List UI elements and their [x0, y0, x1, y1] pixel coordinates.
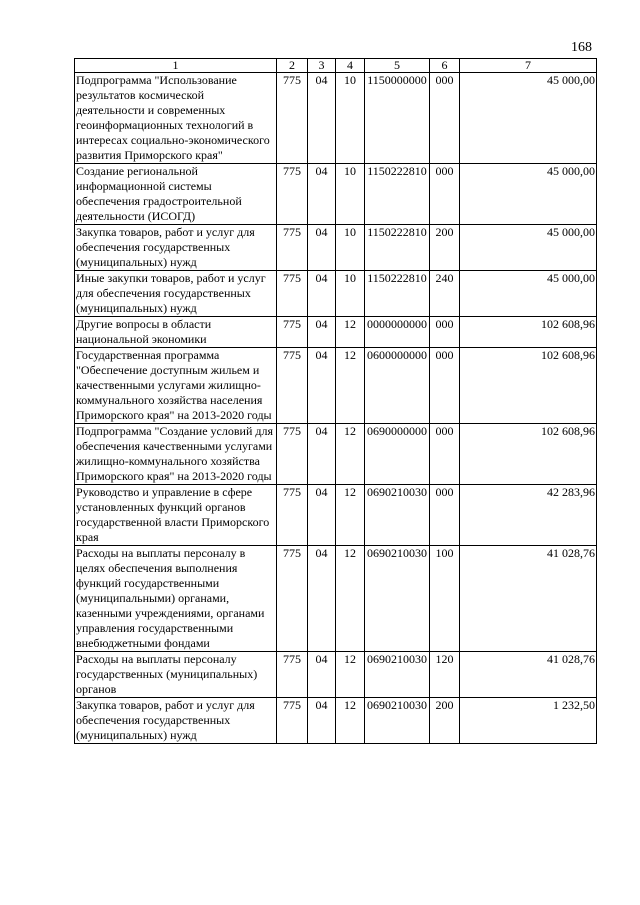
row-name: Подпрограмма "Создание условий для обеспечения качественными услугами жилищно-коммунального хозяйства Приморского края" на 2013-2020 годы — [75, 424, 277, 485]
cell-section: 04 — [308, 73, 336, 164]
column-header: 2 — [277, 59, 308, 73]
cell-amount: 1 232,50 — [460, 698, 597, 744]
cell-subsection: 10 — [336, 225, 365, 271]
cell-amount: 45 000,00 — [460, 271, 597, 317]
cell-expense-type: 000 — [430, 317, 460, 348]
column-header: 7 — [460, 59, 597, 73]
cell-section: 04 — [308, 698, 336, 744]
cell-admin-code: 775 — [277, 698, 308, 744]
cell-admin-code: 775 — [277, 348, 308, 424]
cell-admin-code: 775 — [277, 424, 308, 485]
cell-subsection: 12 — [336, 485, 365, 546]
column-header: 4 — [336, 59, 365, 73]
table-row — [75, 698, 597, 744]
table-row — [75, 164, 597, 225]
cell-target-article: 0690210030 — [365, 652, 430, 698]
cell-amount: 45 000,00 — [460, 164, 597, 225]
cell-section: 04 — [308, 485, 336, 546]
cell-amount: 42 283,96 — [460, 485, 597, 546]
cell-target-article: 0690210030 — [365, 698, 430, 744]
cell-admin-code: 775 — [277, 485, 308, 546]
column-header: 1 — [75, 59, 277, 73]
cell-admin-code: 775 — [277, 73, 308, 164]
cell-admin-code: 775 — [277, 271, 308, 317]
page-number: 168 — [571, 40, 592, 55]
cell-amount: 45 000,00 — [460, 73, 597, 164]
cell-amount: 41 028,76 — [460, 652, 597, 698]
cell-target-article: 0600000000 — [365, 348, 430, 424]
table-row — [75, 424, 597, 485]
row-name: Расходы на выплаты персоналу государственных (муниципальных) органов — [75, 652, 277, 698]
cell-expense-type: 240 — [430, 271, 460, 317]
cell-subsection: 12 — [336, 652, 365, 698]
cell-expense-type: 000 — [430, 164, 460, 225]
cell-section: 04 — [308, 546, 336, 652]
cell-expense-type: 120 — [430, 652, 460, 698]
cell-section: 04 — [308, 271, 336, 317]
cell-amount: 45 000,00 — [460, 225, 597, 271]
table-row — [75, 225, 597, 271]
cell-amount: 41 028,76 — [460, 546, 597, 652]
cell-subsection: 12 — [336, 317, 365, 348]
column-header: 3 — [308, 59, 336, 73]
row-name: Другие вопросы в области национальной экономики — [75, 317, 277, 348]
row-name: Государственная программа "Обеспечение доступным жильем и качественными услугами жилищно-коммунального хозяйства населения Приморского края" на 2013-2020 годы — [75, 348, 277, 424]
cell-target-article: 0690000000 — [365, 424, 430, 485]
cell-subsection: 12 — [336, 424, 365, 485]
cell-subsection: 12 — [336, 698, 365, 744]
cell-admin-code: 775 — [277, 546, 308, 652]
cell-section: 04 — [308, 225, 336, 271]
cell-expense-type: 100 — [430, 546, 460, 652]
row-name: Руководство и управление в сфере установленных функций органов государственной власти Приморского края — [75, 485, 277, 546]
table-row — [75, 317, 597, 348]
cell-expense-type: 200 — [430, 225, 460, 271]
cell-admin-code: 775 — [277, 652, 308, 698]
cell-section: 04 — [308, 317, 336, 348]
row-name: Закупка товаров, работ и услуг для обеспечения государственных (муниципальных) нужд — [75, 698, 277, 744]
cell-target-article: 1150222810 — [365, 164, 430, 225]
cell-amount: 102 608,96 — [460, 317, 597, 348]
column-header: 5 — [365, 59, 430, 73]
cell-target-article: 0000000000 — [365, 317, 430, 348]
cell-expense-type: 000 — [430, 485, 460, 546]
cell-expense-type: 200 — [430, 698, 460, 744]
cell-section: 04 — [308, 424, 336, 485]
cell-subsection: 10 — [336, 73, 365, 164]
cell-target-article: 0690210030 — [365, 546, 430, 652]
cell-target-article: 1150222810 — [365, 225, 430, 271]
cell-admin-code: 775 — [277, 317, 308, 348]
cell-section: 04 — [308, 164, 336, 225]
cell-subsection: 10 — [336, 271, 365, 317]
row-name: Закупка товаров, работ и услуг для обеспечения государственных (муниципальных) нужд — [75, 225, 277, 271]
column-header: 6 — [430, 59, 460, 73]
row-name: Расходы на выплаты персоналу в целях обеспечения выполнения функций государственными (муниципальными) органами, казенными учреждениями, органами управления государственными внебюджетными фондами — [75, 546, 277, 652]
cell-amount: 102 608,96 — [460, 424, 597, 485]
cell-target-article: 1150000000 — [365, 73, 430, 164]
cell-expense-type: 000 — [430, 348, 460, 424]
cell-amount: 102 608,96 — [460, 348, 597, 424]
row-name: Подпрограмма "Использование результатов космической деятельности и современных геоинформационных технологий в интересах социально-экономического развития Приморского края" — [75, 73, 277, 164]
cell-subsection: 12 — [336, 348, 365, 424]
cell-admin-code: 775 — [277, 225, 308, 271]
table-row — [75, 485, 597, 546]
header-row — [75, 59, 597, 73]
row-name: Иные закупки товаров, работ и услуг для обеспечения государственных (муниципальных) нужд — [75, 271, 277, 317]
cell-subsection: 10 — [336, 164, 365, 225]
cell-target-article: 1150222810 — [365, 271, 430, 317]
cell-section: 04 — [308, 348, 336, 424]
budget-table — [74, 58, 597, 744]
cell-expense-type: 000 — [430, 424, 460, 485]
table-row — [75, 546, 597, 652]
table-row — [75, 652, 597, 698]
table-row — [75, 271, 597, 317]
cell-target-article: 0690210030 — [365, 485, 430, 546]
row-name: Создание региональной информационной системы обеспечения градостроительной деятельности (ИСОГД) — [75, 164, 277, 225]
cell-admin-code: 775 — [277, 164, 308, 225]
cell-expense-type: 000 — [430, 73, 460, 164]
table-row — [75, 73, 597, 164]
cell-section: 04 — [308, 652, 336, 698]
cell-subsection: 12 — [336, 546, 365, 652]
table-row — [75, 348, 597, 424]
